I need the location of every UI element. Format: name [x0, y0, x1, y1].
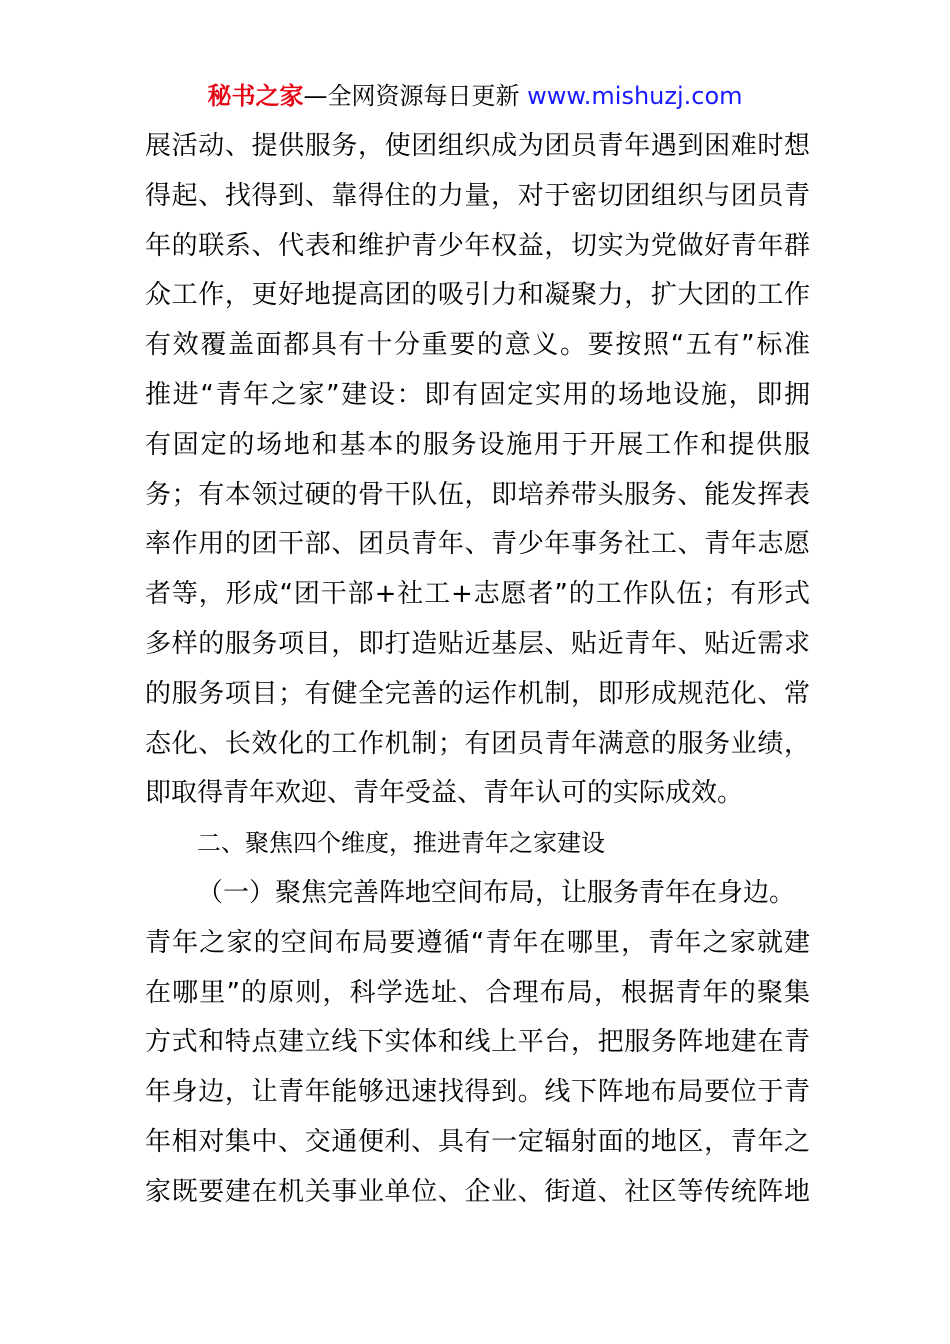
text-line: 方式和特点建立线下实体和线上平台，把服务阵地建在青	[145, 1027, 810, 1058]
paragraph-1	[145, 122, 810, 819]
text-line: 年身边，让青年能够迅速找得到。线下阵地布局要位于青	[145, 1077, 810, 1108]
section-heading: 二、聚焦四个维度，推进青年之家建设	[197, 829, 605, 858]
site-brand: 秘书之家	[207, 82, 304, 110]
text-line: 多样的服务项目，即打造贴近基层、贴近青年、贴近需求	[145, 628, 810, 659]
text-line: 有固定的场地和基本的服务设施用于开展工作和提供服	[145, 429, 810, 460]
site-url: www.mishuzj.com	[527, 82, 743, 110]
text-line: 者等，形成“团干部+社工+志愿者”的工作队伍；有形式	[145, 579, 810, 610]
text-line: 展活动、提供服务，使团组织成为团员青年遇到困难时想	[145, 131, 810, 161]
text-line: 有效覆盖面都具有十分重要的意义。要按照“五有”标准	[145, 330, 810, 361]
text-line: 的服务项目；有健全完善的运作机制，即形成规范化、常	[145, 678, 810, 709]
text-line: 得起、找得到、靠得住的力量，对于密切团组织与团员青	[145, 180, 810, 211]
text-line: 青年之家的空间布局要遵循“青年在哪里，青年之家就建	[145, 927, 810, 958]
text-line: 推进“青年之家”建设：即有固定实用的场地设施，即拥	[145, 379, 810, 410]
paragraph-2	[145, 869, 810, 1218]
text-line: 即取得青年欢迎、青年受益、青年认可的实际成效。	[145, 778, 744, 809]
document-body	[145, 122, 810, 1218]
site-tagline: —全网资源每日更新	[303, 82, 528, 110]
text-line: 家既要建在机关事业单位、企业、街道、社区等传统阵地	[145, 1176, 810, 1207]
text-line: 众工作，更好地提高团的吸引力和凝聚力，扩大团的工作	[145, 280, 810, 311]
text-line: 年的联系、代表和维护青少年权益，切实为党做好青年群	[145, 230, 810, 261]
text-line: 在哪里”的原则，科学选址、合理布局，根据青年的聚集	[145, 977, 810, 1008]
text-line: 年相对集中、交通便利、具有一定辐射面的地区，青年之	[145, 1126, 810, 1157]
text-line: 务；有本领过硬的骨干队伍，即培养带头服务、能发挥表	[145, 479, 810, 510]
subsection-heading: （一）聚焦完善阵地空间布局，让服务青年在身边。	[197, 877, 796, 908]
text-line: 态化、长效化的工作机制；有团员青年满意的服务业绩，	[145, 728, 810, 759]
watermark-header	[0, 78, 950, 114]
text-line: 率作用的团干部、团员青年、青少年事务社工、青年志愿	[145, 529, 810, 560]
